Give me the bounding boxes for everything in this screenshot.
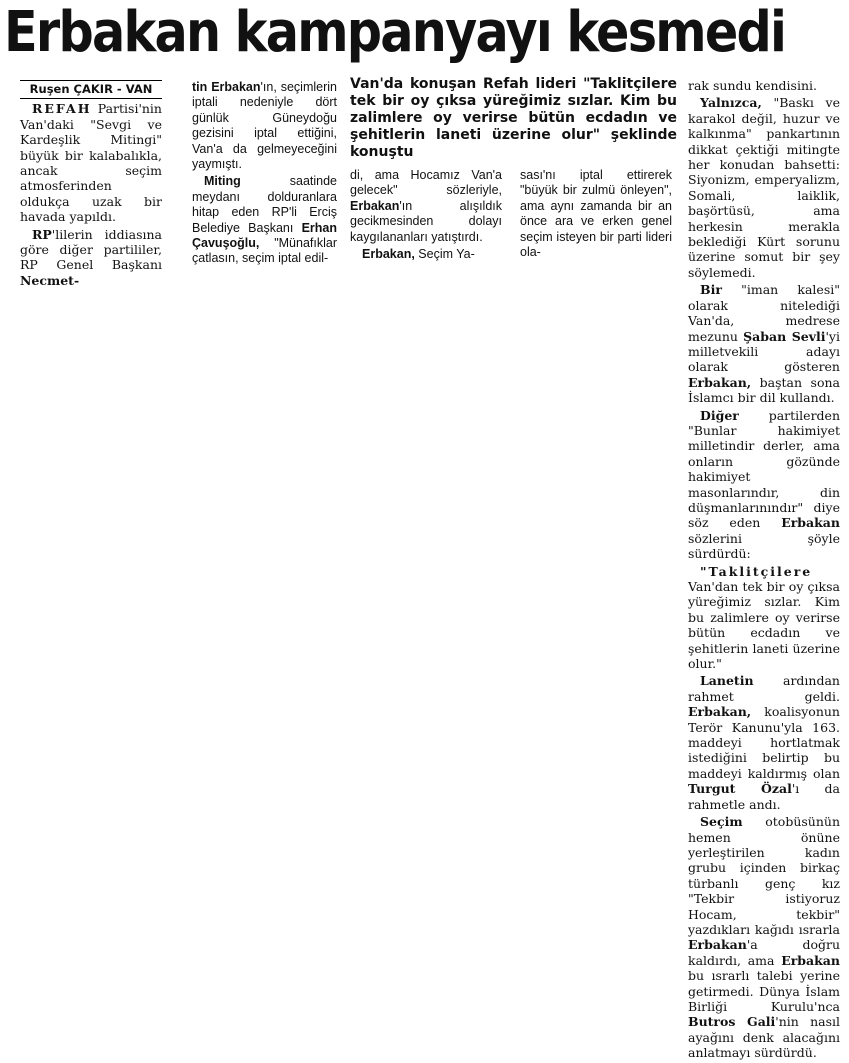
paragraph [20,227,162,289]
text: 'ın alışıldık gecikmesinden dolayı kaygılananları yatıştırdı. [350,198,502,244]
text: 'nin nasıl ayağını denk alacağını anlatmayı sürdürdü. [688,1014,840,1061]
bold-text: Necmet- [20,272,80,288]
text: "iman kalesi" olarak nitelediği Van'da, medrese mezunu [688,282,840,344]
text: Partisi'nin Van'daki "Sevgi ve Kardeşlik Mitingi" büyük bir kalabalıkla, ancak seçim atmosferinden oldukça uzak bir havada yapıldı. [20,101,162,225]
text: 'lilerin iddiasına göre diğer partililer, RP Genel Başkanı [20,226,162,273]
bold-text: Turgut Özal [688,781,792,797]
text: "Baskı ve karakol değil, huzur ve kalkınma" pankartının dikkat çektiği mitingte her konudan bahsetti: Siyonizm, emperyalizm, Somali, laiklik, başörtüsü, ama herkesin merakla beklediği Kürt sorunu üzerine somut bir şey söylemedi. [688,95,840,280]
text: koalisyonun Terör Kanunu'yla 163. maddeyi hortlatmak istediğini belirtip bu maddeyi kaldırmış olan [688,704,840,781]
bold-text: Şaban Sevli [743,328,826,344]
bold-text: Erbakan, [688,704,752,720]
paragraph [192,174,337,266]
paragraph [520,168,672,260]
text: 'ı da rahmetle andı. [688,781,840,812]
text: di, ama Hocamız Van'a gelecek" sözleriyle, [350,168,502,198]
lead-word: Lanetin [700,673,754,689]
paragraph [688,282,840,405]
text: saatinde meydanı dolduranlara hitap eden RP'li Erciş Belediye Başkanı [192,174,337,235]
lead-word: Bir [700,282,722,298]
column-3 [350,168,502,264]
text: Seçim Ya- [414,247,475,262]
text: baştan sona İslamcı bir dil kullandı. [688,374,840,406]
paragraph [350,247,502,262]
lead-word: Seçim [700,814,743,830]
paragraph [688,95,840,280]
paragraph [192,80,337,172]
column-5 [688,78,840,1063]
column-2 [192,80,337,269]
bold-text: tin Erbakan [192,80,261,94]
text: 'yi milletvekili adayı olarak gösteren [688,328,840,375]
bold-text: Erbakan [350,198,400,213]
text: ardından rahmet geldi. [688,673,840,704]
lead-word: Erbakan, [362,247,415,262]
text: 'ın, seçimlerin iptali nedeniyle dört günlük Güneydoğu gezisini iptal ettiğini, Van'a da gelmeyeceğini yaymıştı. [192,80,337,172]
text: sası'nı iptal ettirerek "büyük bir zulmü önleyen", ama aynı zamanda bir an önce ara ve erken genel seçim isteyen bir parti lideri ola- [520,168,672,260]
subheadline: Van'da konuşan Refah lideri "Taklitçilere tek bir oy çıksa yüreğimiz sızlar. Kim bu zalimlere oy verirse bütün ecdadın ve şehitlerin laneti üzerine olur" şeklinde konuştu [350,76,677,160]
bold-text: Erbakan [688,937,747,953]
bold-text: Erhan Çavuşoğlu, [192,220,337,251]
text: partilerden "Bunlar hakimiyet milletindir derler, ama onların gözünde hakimiyet masonlarındır, din düşmanlarınındır" diye söz eden [688,407,840,531]
lead-word: RP [32,226,52,242]
text: 'a doğru kaldırdı, ama [688,937,840,968]
bold-text: Butros Gali [688,1014,776,1030]
paragraph [688,814,840,1061]
paragraph [350,168,502,245]
lead-word: REFAH [32,101,92,117]
column-1 [20,80,162,290]
byline: Ruşen ÇAKIR - VAN [20,80,162,99]
text: rak sundu kendisini. [688,78,817,93]
paragraph [20,101,162,224]
text: Van'dan tek bir oy çıksa yüreğimiz sızlar. Kim bu zalimlere oy verirse bütün ecdadın ve şehitlerin laneti üzerine olur." [688,579,840,672]
text: "Münafıklar çatlasın, seçim iptal edil- [192,236,337,266]
lead-word: "Taklitçilere [700,563,813,579]
column-4 [520,168,672,262]
headline: Erbakan kampanyayı kesmedi [4,0,786,65]
paragraph [688,564,840,672]
lead-word: Miting [204,174,241,189]
paragraph [688,78,840,93]
paragraph [688,408,840,562]
bold-text: Erbakan [781,952,840,968]
bold-text: Erbakan, [688,374,752,390]
bold-text: Erbakan [781,515,840,531]
text: otobüsünün hemen önüne yerleştirilen kadın grubu içinden birkaç türbanlı genç kız "Tekbir istiyoruz Hocam, tekbir" yazdıkları kağıdı ısrarla [688,814,840,937]
text: sözlerini şöyle sürdürdü: [688,530,840,562]
lead-word: Diğer [700,407,739,423]
text: bu ısrarlı talebi yerine getirmedi. Dünya İslam Birliği Kurulu'nca [688,968,840,1014]
paragraph [688,673,840,812]
lead-word: Yalnızca, [700,95,762,111]
